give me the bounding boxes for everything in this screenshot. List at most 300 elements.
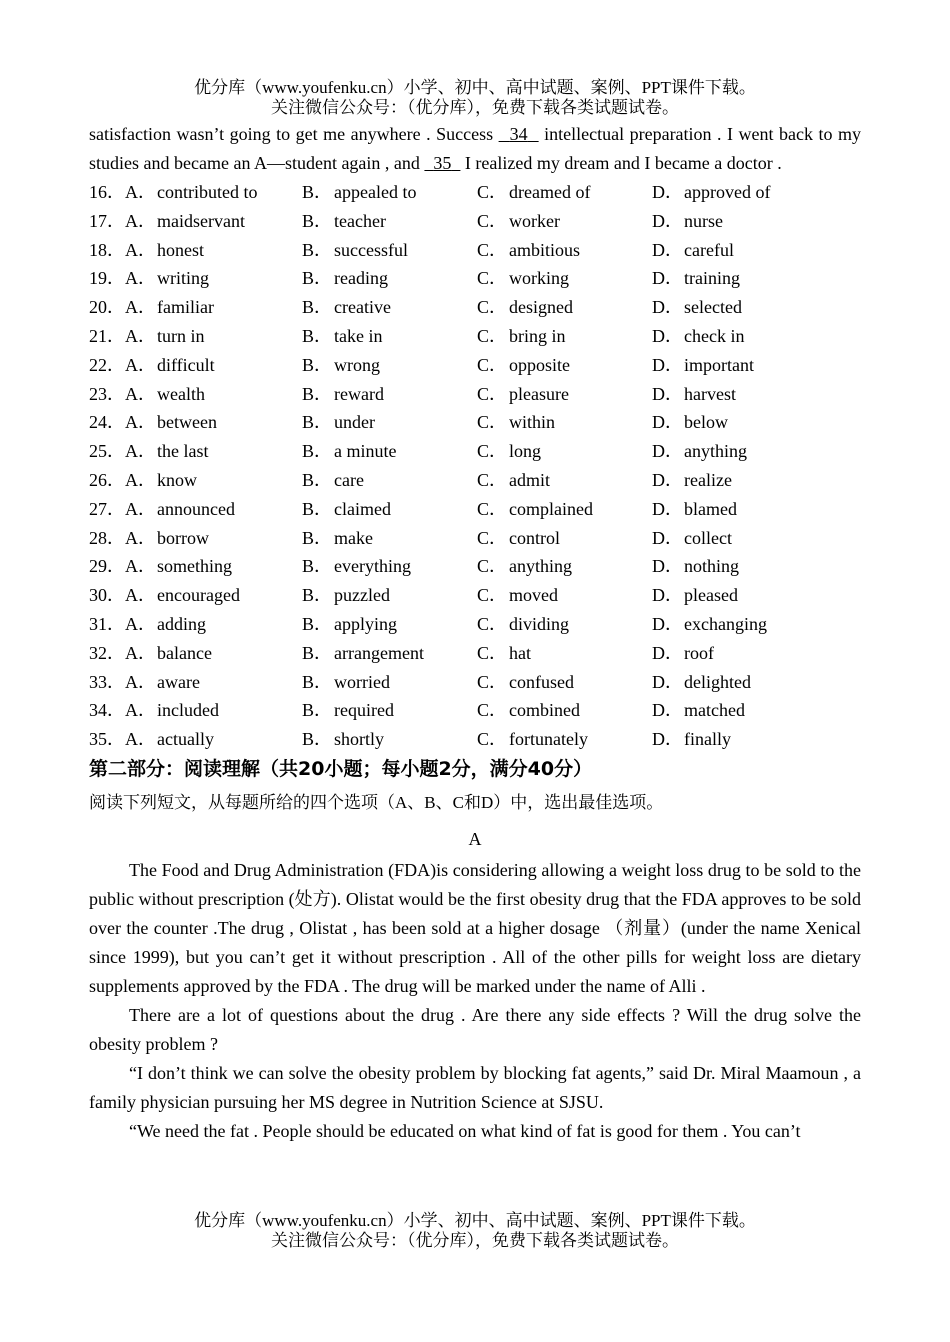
option-letter: A．: [125, 412, 156, 433]
option-letter: C．: [477, 354, 508, 375]
option-letter: B．: [302, 527, 333, 548]
option-b: [302, 408, 477, 437]
option-text: pleased: [684, 585, 738, 606]
option-d: [652, 207, 822, 236]
question-number: 23．: [89, 383, 125, 404]
option-text: writing: [157, 268, 209, 289]
option-text: realize: [684, 469, 732, 490]
option-text: encouraged: [157, 585, 240, 606]
option-c: [477, 552, 652, 581]
option-letter: C．: [477, 210, 508, 231]
option-c: [477, 207, 652, 236]
option-text: collect: [684, 527, 732, 548]
option-text: wrong: [334, 354, 380, 375]
option-text: arrangement: [334, 642, 424, 663]
question-number: 29．: [89, 556, 125, 577]
options-list: [89, 178, 861, 754]
passage-paragraph: The Food and Drug Administration (FDA)is considering allowing a weight loss drug to be sold to the public without prescription (处方). Olistat would be the first obesity drug that the FDA approves to be sold over the counter .The drug , Olistat , has been sold at a higher dosage （剂量）(under the name Xenical since 1999), but you can’t get it without prescription . All of the other pills for weight loss are dietary supplements approved by the FDA . The drug will be marked under the name of Alli .: [89, 859, 861, 996]
question-number: 22．: [89, 354, 125, 375]
option-letter: B．: [302, 469, 333, 490]
option-letter: B．: [302, 354, 333, 375]
option-text: worker: [509, 210, 560, 231]
option-letter: C．: [477, 527, 508, 548]
option-b: [302, 351, 477, 380]
option-a: [125, 351, 302, 380]
option-b: [302, 207, 477, 236]
option-letter: C．: [477, 498, 508, 519]
option-letter: D．: [652, 585, 683, 606]
option-text: fortunately: [509, 729, 588, 750]
question-row: [89, 207, 861, 236]
option-letter: A．: [125, 729, 156, 750]
header-line-1: 优分库（www.youfenku.cn）小学、初中、高中试题、案例、PPT课件下载。: [194, 78, 756, 97]
question-row: [89, 668, 861, 697]
option-d: [652, 552, 822, 581]
option-letter: C．: [477, 700, 508, 721]
option-d: [652, 696, 822, 725]
option-c: [477, 466, 652, 495]
option-text: delighted: [684, 671, 751, 692]
question-row: [89, 264, 861, 293]
question-number: 32．: [89, 642, 125, 663]
option-text: claimed: [334, 498, 391, 519]
footer-line-2: 关注微信公众号：（优分库），免费下载各类试题试卷。: [271, 1231, 679, 1250]
option-d: [652, 668, 822, 697]
option-letter: B．: [302, 325, 333, 346]
option-a: [125, 581, 302, 610]
option-text: familiar: [157, 297, 214, 318]
question-row: [89, 495, 861, 524]
option-b: [302, 639, 477, 668]
option-b: [302, 293, 477, 322]
option-d: [652, 293, 822, 322]
question-number: 20．: [89, 297, 125, 318]
continued-passage: [89, 120, 861, 178]
option-b: [302, 725, 477, 754]
option-letter: A．: [125, 556, 156, 577]
option-c: [477, 639, 652, 668]
option-a: [125, 524, 302, 553]
option-text: wealth: [157, 383, 205, 404]
option-letter: B．: [302, 729, 333, 750]
option-text: finally: [684, 729, 731, 750]
option-c: [477, 668, 652, 697]
option-letter: C．: [477, 383, 508, 404]
option-d: [652, 264, 822, 293]
option-a: [125, 552, 302, 581]
question-number: 30．: [89, 585, 125, 606]
option-letter: A．: [125, 297, 156, 318]
option-text: care: [334, 469, 364, 490]
option-b: [302, 437, 477, 466]
option-letter: D．: [652, 441, 683, 462]
question-number: 31．: [89, 613, 125, 634]
option-letter: C．: [477, 297, 508, 318]
passage-text: I realized my dream and I became a doctor .: [460, 153, 782, 173]
option-c: [477, 351, 652, 380]
option-letter: B．: [302, 239, 333, 260]
question-number: 16．: [89, 182, 125, 202]
option-letter: C．: [477, 729, 508, 750]
question-number: 21．: [89, 325, 125, 346]
passage-paragraph: There are a lot of questions about the drug . Are there any side effects ? Will the drug solve the obesity problem ?: [89, 1004, 861, 1054]
question-row: [89, 639, 861, 668]
question-row: [89, 380, 861, 409]
option-b: [302, 668, 477, 697]
passage-paragraph: “I don’t think we can solve the obesity problem by blocking fat agents,” said Dr. Miral Maamoun , a family physician pursuing her MS degree in Nutrition Science at SJSU.: [89, 1062, 861, 1112]
option-letter: B．: [302, 585, 333, 606]
option-letter: D．: [652, 729, 683, 750]
option-text: creative: [334, 297, 391, 318]
passage-paragraph: “We need the fat . People should be educated on what kind of fat is good for them . You can’t: [129, 1120, 801, 1141]
option-text: balance: [157, 642, 212, 663]
option-letter: A．: [125, 182, 156, 202]
option-letter: D．: [652, 498, 683, 519]
option-letter: D．: [652, 412, 683, 433]
option-text: opposite: [509, 354, 570, 375]
option-letter: C．: [477, 613, 508, 634]
option-letter: A．: [125, 585, 156, 606]
option-a: [125, 610, 302, 639]
option-text: puzzled: [334, 585, 390, 606]
option-d: [652, 639, 822, 668]
option-d: [652, 466, 822, 495]
passage-text: satisfaction wasn’t going to get me anywhere . Success: [89, 124, 499, 144]
option-letter: A．: [125, 671, 156, 692]
option-text: included: [157, 700, 219, 721]
question-number: 34．: [89, 700, 125, 721]
option-letter: B．: [302, 700, 333, 721]
option-text: roof: [684, 642, 714, 663]
option-letter: C．: [477, 556, 508, 577]
page-header: [0, 78, 950, 118]
option-b: [302, 466, 477, 495]
option-text: a minute: [334, 441, 397, 462]
option-letter: D．: [652, 182, 683, 202]
option-text: worried: [334, 671, 390, 692]
option-text: nurse: [684, 210, 723, 231]
option-text: nothing: [684, 556, 740, 577]
option-text: difficult: [157, 354, 215, 375]
option-text: training: [684, 268, 740, 289]
option-a: [125, 437, 302, 466]
option-text: pleasure: [509, 383, 569, 404]
question-row: [89, 322, 861, 351]
option-text: complained: [509, 498, 593, 519]
option-text: bring in: [509, 325, 566, 346]
option-a: [125, 264, 302, 293]
option-letter: D．: [652, 325, 683, 346]
option-letter: B．: [302, 642, 333, 663]
option-letter: D．: [652, 613, 683, 634]
option-text: matched: [684, 700, 745, 721]
option-letter: D．: [652, 469, 683, 490]
option-b: [302, 610, 477, 639]
option-text: everything: [334, 556, 411, 577]
option-letter: B．: [302, 210, 333, 231]
option-letter: A．: [125, 354, 156, 375]
option-letter: B．: [302, 498, 333, 519]
option-text: contributed to: [157, 182, 258, 202]
page-footer: [0, 1211, 950, 1251]
option-text: maidservant: [157, 210, 245, 231]
question-row: [89, 725, 861, 754]
option-d: [652, 380, 822, 409]
option-text: required: [334, 700, 394, 721]
option-text: confused: [509, 671, 574, 692]
option-d: [652, 581, 822, 610]
option-a: [125, 408, 302, 437]
option-text: important: [684, 354, 754, 375]
option-b: [302, 322, 477, 351]
option-letter: D．: [652, 268, 683, 289]
option-text: appealed to: [334, 182, 417, 202]
option-letter: C．: [477, 412, 508, 433]
option-b: [302, 178, 477, 207]
option-text: make: [334, 527, 373, 548]
option-d: [652, 495, 822, 524]
option-text: turn in: [157, 325, 205, 346]
option-b: [302, 524, 477, 553]
option-letter: D．: [652, 210, 683, 231]
option-a: [125, 236, 302, 265]
question-number: 18．: [89, 239, 125, 260]
section-2-title: 第二部分：阅读理解（共20小题；每小题2分，满分40分）: [89, 757, 593, 780]
option-letter: D．: [652, 297, 683, 318]
option-c: [477, 725, 652, 754]
question-row: [89, 293, 861, 322]
option-letter: C．: [477, 182, 508, 202]
option-text: successful: [334, 239, 408, 260]
option-text: blamed: [684, 498, 737, 519]
option-text: approved of: [684, 182, 771, 202]
option-text: between: [157, 412, 217, 433]
option-text: combined: [509, 700, 580, 721]
option-text: know: [157, 469, 197, 490]
option-letter: B．: [302, 383, 333, 404]
option-text: the last: [157, 441, 209, 462]
option-text: shortly: [334, 729, 385, 750]
option-letter: D．: [652, 354, 683, 375]
option-letter: D．: [652, 527, 683, 548]
option-a: [125, 725, 302, 754]
option-letter: D．: [652, 671, 683, 692]
option-letter: A．: [125, 613, 156, 634]
question-row: [89, 552, 861, 581]
question-number: 17．: [89, 210, 125, 231]
option-letter: D．: [652, 239, 683, 260]
option-text: under: [334, 412, 375, 433]
option-letter: D．: [652, 556, 683, 577]
option-c: [477, 495, 652, 524]
option-d: [652, 351, 822, 380]
option-letter: C．: [477, 642, 508, 663]
option-text: check in: [684, 325, 745, 346]
option-text: admit: [509, 469, 550, 490]
option-b: [302, 552, 477, 581]
option-text: dreamed of: [509, 182, 591, 202]
header-line-2: 关注微信公众号：（优分库），免费下载各类试题试卷。: [271, 98, 679, 117]
option-a: [125, 639, 302, 668]
option-b: [302, 380, 477, 409]
option-text: adding: [157, 613, 206, 634]
option-letter: A．: [125, 469, 156, 490]
question-number: 35．: [89, 729, 125, 750]
option-text: anything: [684, 441, 747, 462]
question-number: 28．: [89, 527, 125, 548]
question-number: 27．: [89, 498, 125, 519]
option-letter: B．: [302, 412, 333, 433]
option-a: [125, 322, 302, 351]
option-b: [302, 236, 477, 265]
page-content: [89, 120, 861, 1146]
option-a: [125, 495, 302, 524]
option-letter: B．: [302, 613, 333, 634]
option-c: [477, 696, 652, 725]
option-d: [652, 437, 822, 466]
option-text: something: [157, 556, 232, 577]
option-text: applying: [334, 613, 397, 634]
option-c: [477, 236, 652, 265]
option-c: [477, 380, 652, 409]
option-letter: B．: [302, 297, 333, 318]
option-letter: B．: [302, 556, 333, 577]
option-letter: D．: [652, 642, 683, 663]
option-text: dividing: [509, 613, 570, 634]
option-text: actually: [157, 729, 214, 750]
option-b: [302, 581, 477, 610]
option-letter: C．: [477, 585, 508, 606]
question-row: [89, 696, 861, 725]
option-a: [125, 668, 302, 697]
question-number: 19．: [89, 268, 125, 289]
option-text: borrow: [157, 527, 209, 548]
option-text: teacher: [334, 210, 386, 231]
option-letter: A．: [125, 268, 156, 289]
option-letter: A．: [125, 642, 156, 663]
option-c: [477, 408, 652, 437]
option-letter: C．: [477, 469, 508, 490]
question-number: 24．: [89, 412, 125, 433]
option-d: [652, 408, 822, 437]
option-c: [477, 437, 652, 466]
option-c: [477, 178, 652, 207]
option-letter: B．: [302, 268, 333, 289]
question-row: [89, 351, 861, 380]
option-text: careful: [684, 239, 734, 260]
option-text: within: [509, 412, 556, 433]
option-d: [652, 610, 822, 639]
question-number: 25．: [89, 441, 125, 462]
option-letter: D．: [652, 700, 683, 721]
footer-line-1: 优分库（www.youfenku.cn）小学、初中、高中试题、案例、PPT课件下载。: [194, 1211, 756, 1230]
option-a: [125, 207, 302, 236]
option-letter: B．: [302, 182, 333, 202]
option-c: [477, 322, 652, 351]
question-row: [89, 408, 861, 437]
passage-text: intellectual preparation . I went back to my studies and became an A—student again , and: [89, 124, 862, 173]
option-d: [652, 524, 822, 553]
option-letter: D．: [652, 383, 683, 404]
option-text: exchanging: [684, 613, 767, 634]
option-c: [477, 524, 652, 553]
option-text: reading: [334, 268, 388, 289]
option-letter: A．: [125, 441, 156, 462]
option-letter: C．: [477, 239, 508, 260]
option-a: [125, 466, 302, 495]
question-number: 26．: [89, 469, 125, 490]
option-letter: A．: [125, 383, 156, 404]
option-text: below: [684, 412, 728, 433]
question-row: [89, 466, 861, 495]
option-letter: B．: [302, 441, 333, 462]
question-row: [89, 178, 861, 207]
option-a: [125, 178, 302, 207]
blank-34: 34: [509, 124, 528, 144]
option-text: long: [509, 441, 542, 462]
option-c: [477, 610, 652, 639]
option-letter: A．: [125, 498, 156, 519]
option-letter: A．: [125, 700, 156, 721]
option-letter: C．: [477, 441, 508, 462]
option-text: moved: [509, 585, 558, 606]
option-text: designed: [509, 297, 573, 318]
option-d: [652, 725, 822, 754]
question-row: [89, 581, 861, 610]
question-number: 33．: [89, 671, 125, 692]
option-c: [477, 264, 652, 293]
option-text: harvest: [684, 383, 736, 404]
option-text: anything: [509, 556, 572, 577]
option-text: take in: [334, 325, 383, 346]
option-d: [652, 236, 822, 265]
question-row: [89, 524, 861, 553]
question-row: [89, 236, 861, 265]
option-b: [302, 495, 477, 524]
option-d: [652, 178, 822, 207]
option-text: working: [509, 268, 569, 289]
option-letter: A．: [125, 325, 156, 346]
option-text: ambitious: [509, 239, 580, 260]
option-letter: B．: [302, 671, 333, 692]
option-b: [302, 696, 477, 725]
option-letter: C．: [477, 268, 508, 289]
option-text: hat: [509, 642, 531, 663]
option-text: reward: [334, 383, 384, 404]
blank-35: 35: [433, 153, 452, 173]
option-letter: C．: [477, 325, 508, 346]
option-letter: A．: [125, 239, 156, 260]
option-c: [477, 293, 652, 322]
option-letter: A．: [125, 210, 156, 231]
option-d: [652, 322, 822, 351]
question-row: [89, 610, 861, 639]
option-a: [125, 380, 302, 409]
option-text: control: [509, 527, 560, 548]
option-letter: A．: [125, 527, 156, 548]
option-letter: C．: [477, 671, 508, 692]
option-text: aware: [157, 671, 200, 692]
option-a: [125, 696, 302, 725]
section-2-instruction: 阅读下列短文，从每题所给的四个选项（A、B、C和D）中，选出最佳选项。: [89, 792, 664, 812]
passage-body: [89, 856, 861, 1146]
passage-title: A: [468, 828, 482, 849]
option-a: [125, 293, 302, 322]
option-text: honest: [157, 239, 204, 260]
option-text: selected: [684, 297, 742, 318]
question-row: [89, 437, 861, 466]
option-c: [477, 581, 652, 610]
